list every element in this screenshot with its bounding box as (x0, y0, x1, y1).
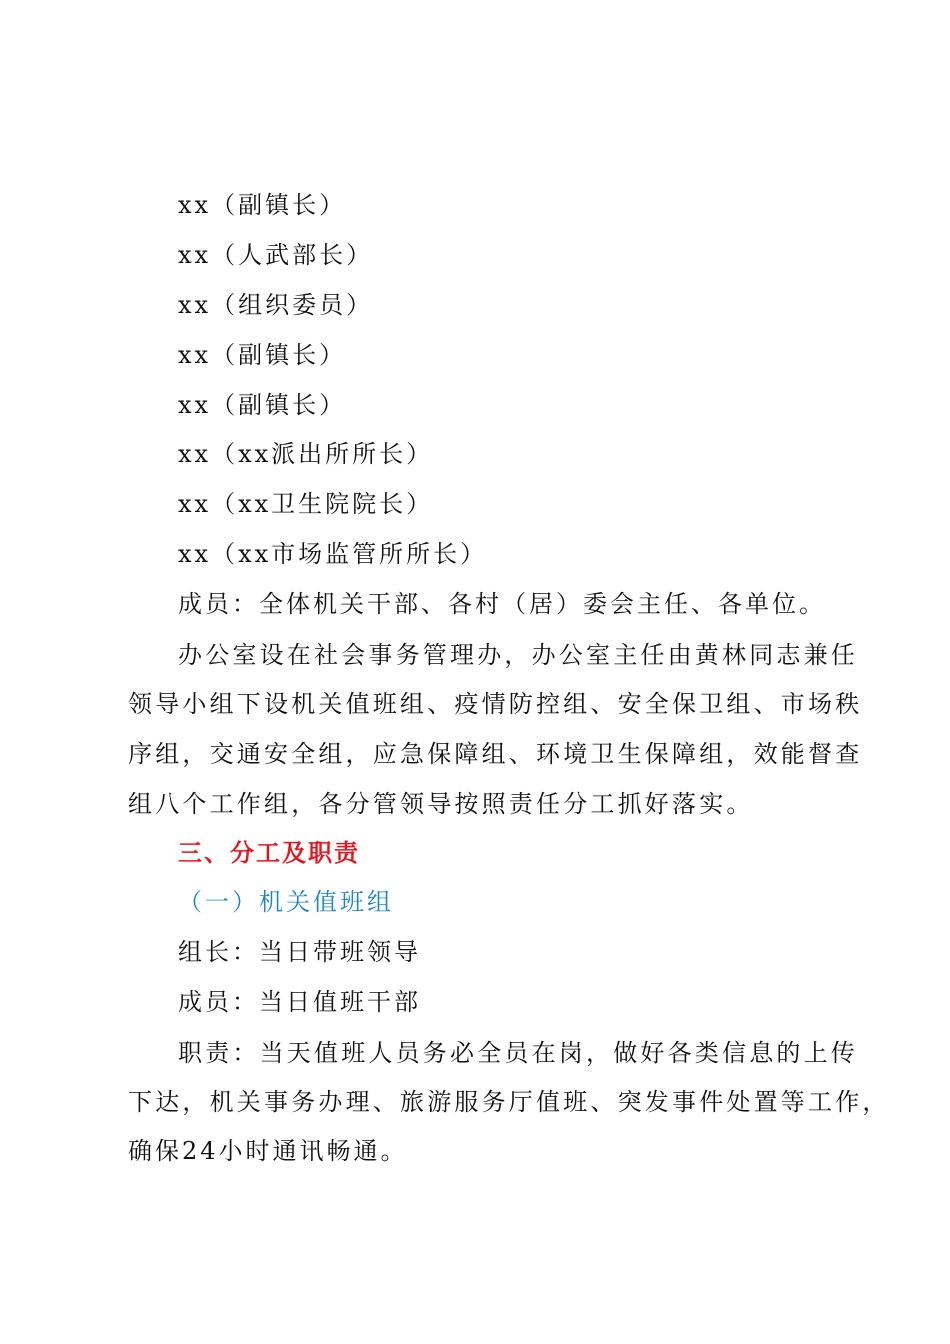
office-paragraph-line: 办公室设在社会事务管理办，办公室主任由黄林同志兼任 (178, 641, 858, 669)
duty-paragraph-line: 确保24小时通讯畅通。 (128, 1137, 408, 1165)
members-line: 成员：全体机关干部、各村（居）委会主任、各单位。 (178, 590, 826, 618)
group-members-line: 成员：当日值班干部 (178, 988, 421, 1016)
leader-line: xx（副镇长） (178, 191, 347, 219)
office-paragraph-line: 领导小组下设机关值班组、疫情防控组、安全保卫组、市场秩 (128, 690, 863, 718)
leader-line: xx（人武部长） (178, 241, 374, 269)
leader-line: xx（组织委员） (178, 291, 374, 319)
leader-line: xx（xx卫生院院长） (178, 490, 434, 518)
section-heading: 三、分工及职责 (178, 839, 360, 867)
leader-line: xx（副镇长） (178, 391, 347, 419)
leader-line: xx（副镇长） (178, 341, 347, 369)
office-paragraph-line: 组八个工作组，各分管领导按照责任分工抓好落实。 (128, 790, 754, 818)
duty-paragraph-line: 职责：当天值班人员务必全员在岗，做好各类信息的上传 (178, 1039, 858, 1067)
subsection-title: （一）机关值班组 (178, 888, 394, 916)
office-paragraph-line: 序组，交通安全组，应急保障组、环境卫生保障组，效能督查 (128, 740, 863, 768)
leader-line: xx（xx派出所所长） (178, 440, 434, 468)
leader-line: xx（xx市场监管所所长） (178, 540, 488, 568)
duty-paragraph-line: 下达，机关事务办理、旅游服务厅值班、突发事件处置等工作， (128, 1088, 890, 1116)
group-leader-line: 组长：当日带班领导 (178, 938, 421, 966)
